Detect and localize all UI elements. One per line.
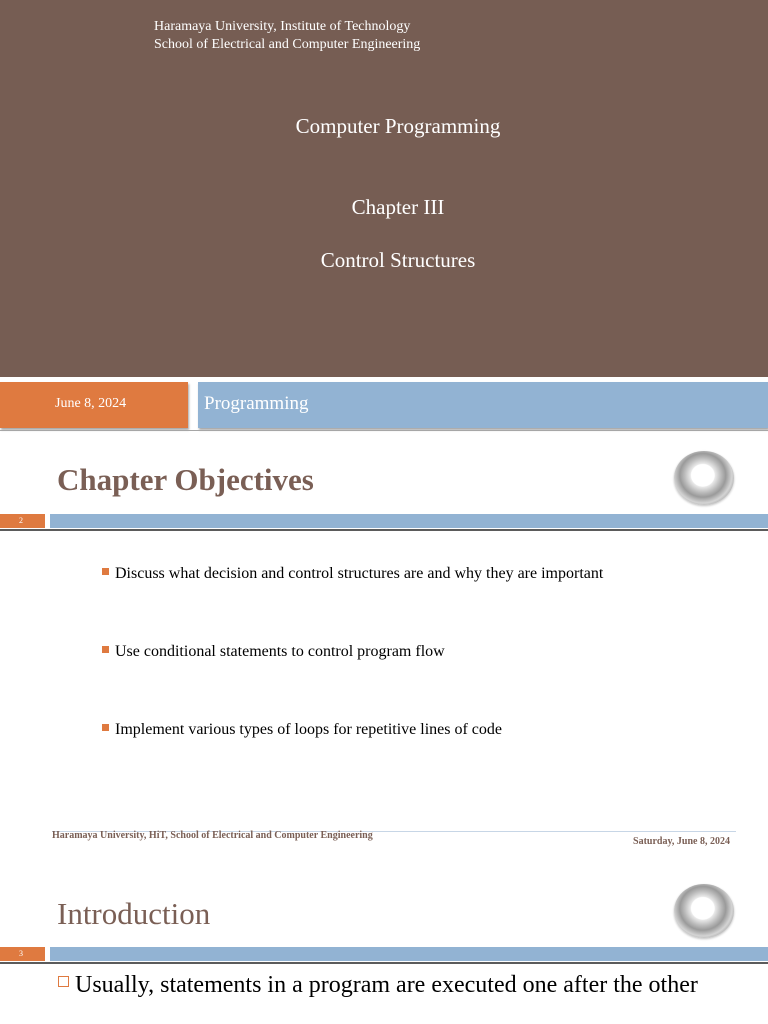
donut-logo-icon (674, 884, 734, 938)
introduction-slide (0, 865, 768, 1024)
objective-text: Discuss what decision and control structures are and why they are important (115, 565, 604, 582)
header-bar-shadow (0, 529, 768, 531)
intro-bullet-text: Usually, statements in a program are executed one after the other (75, 972, 698, 998)
footer-date: Saturday, June 8, 2024 (633, 836, 730, 847)
hollow-square-bullet-icon (58, 976, 69, 987)
header-bar-shadow (0, 962, 768, 964)
slide-title: Chapter Objectives (57, 462, 314, 497)
header-bar (50, 947, 768, 961)
objective-item (102, 643, 445, 661)
slide-number: 2 (0, 514, 45, 528)
slide-date: June 8, 2024 (55, 396, 127, 411)
footer-institution: Haramaya University, HiT, School of Electrical and Computer Engineering (52, 830, 373, 841)
objective-item (102, 565, 603, 583)
header-bar (50, 514, 768, 528)
footer-label: Programming (204, 393, 309, 414)
title-slide-banner (0, 0, 768, 377)
institution-line-1: Haramaya University, Institute of Technology (154, 19, 411, 34)
slide-title: Introduction (57, 896, 211, 931)
intro-bullet (58, 970, 718, 1000)
filled-square-bullet-icon (102, 646, 109, 653)
institution-line-2: School of Electrical and Computer Engineering (154, 37, 421, 52)
objective-text: Use conditional statements to control program flow (115, 643, 445, 660)
objective-text: Implement various types of loops for repetitive lines of code (115, 721, 503, 738)
filled-square-bullet-icon (102, 568, 109, 575)
topic-label: Control Structures (320, 248, 476, 272)
donut-logo-icon (674, 451, 734, 505)
chapter-label: Chapter III (351, 195, 445, 219)
filled-square-bullet-icon (102, 724, 109, 731)
objective-item (102, 721, 502, 739)
course-title: Computer Programming (295, 114, 501, 138)
slide-divider (0, 430, 768, 431)
title-slide (0, 0, 768, 433)
slide-number: 3 (0, 947, 45, 961)
